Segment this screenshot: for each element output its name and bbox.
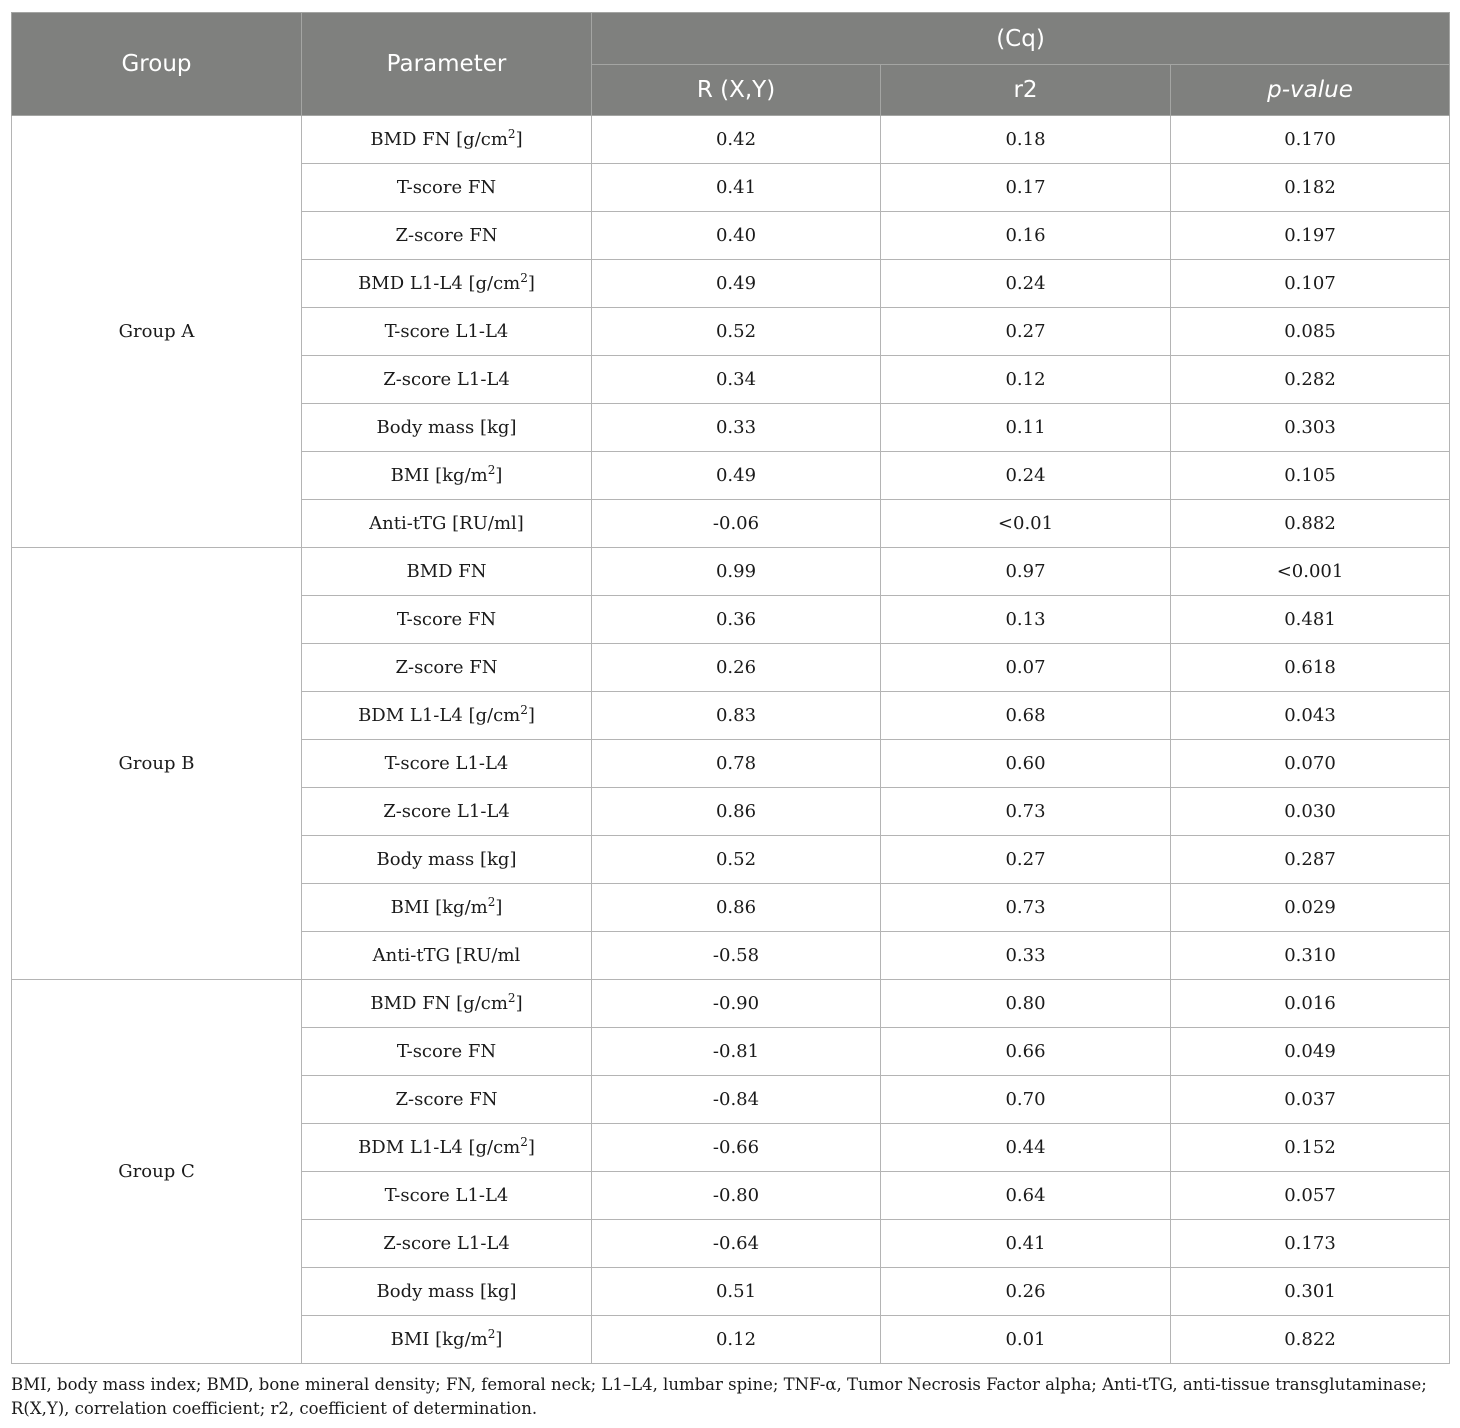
r-value-cell: 0.51 xyxy=(592,1268,881,1316)
r2-value-cell: 0.44 xyxy=(881,1124,1171,1172)
parameter-suffix: ] xyxy=(515,993,523,1014)
r2-value-cell: 0.27 xyxy=(881,308,1171,356)
p-value-cell: 0.085 xyxy=(1171,308,1450,356)
p-value-cell: 0.310 xyxy=(1171,932,1450,980)
parameter-label: BMD FN xyxy=(406,561,487,582)
p-value-cell: 0.173 xyxy=(1171,1220,1450,1268)
parameter-cell xyxy=(302,1316,592,1364)
parameter-cell xyxy=(302,1028,592,1076)
r-value-cell: 0.49 xyxy=(592,452,881,500)
p-value-cell: 0.105 xyxy=(1171,452,1450,500)
parameter-superscript: 2 xyxy=(520,271,528,285)
header-cq: (Cq) xyxy=(592,13,1450,65)
parameter-label: BMD FN [g/cm xyxy=(370,993,508,1014)
r2-value-cell: 0.80 xyxy=(881,980,1171,1028)
parameter-cell xyxy=(302,788,592,836)
parameter-cell xyxy=(302,260,592,308)
parameter-label: BMI [kg/m xyxy=(390,1329,488,1350)
r-value-cell: 0.83 xyxy=(592,692,881,740)
parameter-cell xyxy=(302,404,592,452)
p-value-cell: 0.107 xyxy=(1171,260,1450,308)
p-value-cell: 0.197 xyxy=(1171,212,1450,260)
r-value-cell: -0.80 xyxy=(592,1172,881,1220)
group-label: Group A xyxy=(12,116,302,548)
r2-value-cell: 0.12 xyxy=(881,356,1171,404)
parameter-cell xyxy=(302,1076,592,1124)
r-value-cell: 0.99 xyxy=(592,548,881,596)
r2-value-cell: 0.01 xyxy=(881,1316,1171,1364)
parameter-suffix: ] xyxy=(495,465,503,486)
r2-value-cell: 0.68 xyxy=(881,692,1171,740)
table-row xyxy=(12,548,1450,596)
r2-value-cell: 0.41 xyxy=(881,1220,1171,1268)
table-row xyxy=(12,116,1450,164)
parameter-label: BMI [kg/m xyxy=(390,465,488,486)
r-value-cell: 0.86 xyxy=(592,884,881,932)
parameter-suffix: ] xyxy=(527,705,535,726)
group-label: Group B xyxy=(12,548,302,980)
parameter-label: Z-score FN xyxy=(395,225,498,246)
parameter-label: Z-score FN xyxy=(395,657,498,678)
parameter-label: BDM L1-L4 [g/cm xyxy=(358,705,521,726)
parameter-cell xyxy=(302,980,592,1028)
parameter-label: Body mass [kg] xyxy=(376,1281,517,1302)
parameter-cell xyxy=(302,116,592,164)
r2-value-cell: 0.26 xyxy=(881,1268,1171,1316)
parameter-cell xyxy=(302,452,592,500)
parameter-label: BDM L1-L4 [g/cm xyxy=(358,1137,521,1158)
parameter-label: BMI [kg/m xyxy=(390,897,488,918)
r-value-cell: 0.33 xyxy=(592,404,881,452)
r2-value-cell: 0.64 xyxy=(881,1172,1171,1220)
header-group: Group xyxy=(12,13,302,116)
parameter-cell xyxy=(302,308,592,356)
parameter-label: T-score FN xyxy=(396,1041,497,1062)
parameter-superscript: 2 xyxy=(487,895,496,909)
r2-value-cell: 0.73 xyxy=(881,884,1171,932)
parameter-cell xyxy=(302,548,592,596)
parameter-cell xyxy=(302,500,592,548)
p-value-cell: 0.170 xyxy=(1171,116,1450,164)
r2-value-cell: 0.17 xyxy=(881,164,1171,212)
parameter-superscript: 2 xyxy=(507,127,516,141)
parameter-label: Anti-tTG [RU/ml xyxy=(372,945,521,966)
header-r2: r2 xyxy=(881,65,1171,116)
parameter-cell xyxy=(302,884,592,932)
header-p-value: p-value xyxy=(1171,65,1450,116)
parameter-label: Z-score L1-L4 xyxy=(383,801,510,822)
parameter-label: BMD FN [g/cm xyxy=(370,129,508,150)
p-value-cell: 0.057 xyxy=(1171,1172,1450,1220)
r-value-cell: -0.84 xyxy=(592,1076,881,1124)
parameter-superscript: 2 xyxy=(520,1135,528,1149)
p-value-cell: 0.182 xyxy=(1171,164,1450,212)
p-value-cell: 0.037 xyxy=(1171,1076,1450,1124)
parameter-label: T-score FN xyxy=(396,609,497,630)
r2-value-cell: 0.11 xyxy=(881,404,1171,452)
r2-value-cell: 0.60 xyxy=(881,740,1171,788)
parameter-suffix: ] xyxy=(527,1137,535,1158)
r2-value-cell: <0.01 xyxy=(881,500,1171,548)
parameter-label: T-score L1-L4 xyxy=(384,753,509,774)
r-value-cell: -0.81 xyxy=(592,1028,881,1076)
r-value-cell: -0.06 xyxy=(592,500,881,548)
p-value-cell: 0.043 xyxy=(1171,692,1450,740)
r-value-cell: 0.40 xyxy=(592,212,881,260)
header-r: R (X,Y) xyxy=(592,65,881,116)
table-footnote: BMI, body mass index; BMD, bone mineral density; FN, femoral neck; L1–L4, lumbar spine; TNF-α, Tumor Necrosis Factor alpha; Anti-tTG, anti-tissue transglutaminase; R(X,Y), correlation coefficient; r2, coefficient of determination. xyxy=(11,1375,1427,1418)
r-value-cell: 0.26 xyxy=(592,644,881,692)
parameter-suffix: ] xyxy=(495,897,503,918)
parameter-cell xyxy=(302,740,592,788)
p-value-cell: 0.049 xyxy=(1171,1028,1450,1076)
parameter-cell xyxy=(302,692,592,740)
parameter-cell xyxy=(302,932,592,980)
r2-value-cell: 0.18 xyxy=(881,116,1171,164)
parameter-label: Z-score L1-L4 xyxy=(383,369,510,390)
r-value-cell: 0.78 xyxy=(592,740,881,788)
r2-value-cell: 0.24 xyxy=(881,452,1171,500)
header-parameter: Parameter xyxy=(302,13,592,116)
correlation-table xyxy=(11,12,1450,1364)
table-header xyxy=(12,13,1450,116)
r-value-cell: 0.12 xyxy=(592,1316,881,1364)
parameter-cell xyxy=(302,836,592,884)
r-value-cell: 0.52 xyxy=(592,308,881,356)
parameter-label: Body mass [kg] xyxy=(376,849,517,870)
r-value-cell: 0.49 xyxy=(592,260,881,308)
group-label: Group C xyxy=(12,980,302,1364)
r-value-cell: -0.66 xyxy=(592,1124,881,1172)
parameter-cell xyxy=(302,1220,592,1268)
parameter-suffix: ] xyxy=(527,273,535,294)
p-value-cell: 0.070 xyxy=(1171,740,1450,788)
r2-value-cell: 0.73 xyxy=(881,788,1171,836)
p-value-cell: 0.016 xyxy=(1171,980,1450,1028)
p-value-cell: 0.303 xyxy=(1171,404,1450,452)
r-value-cell: 0.41 xyxy=(592,164,881,212)
parameter-superscript: 2 xyxy=(487,463,496,477)
p-value-cell: 0.152 xyxy=(1171,1124,1450,1172)
parameter-cell xyxy=(302,164,592,212)
p-value-cell: 0.882 xyxy=(1171,500,1450,548)
parameter-cell xyxy=(302,1124,592,1172)
r-value-cell: 0.36 xyxy=(592,596,881,644)
p-value-cell: 0.822 xyxy=(1171,1316,1450,1364)
parameter-label: Z-score FN xyxy=(395,1089,498,1110)
parameter-suffix: ] xyxy=(495,1329,503,1350)
p-value-cell: 0.301 xyxy=(1171,1268,1450,1316)
parameter-label: T-score FN xyxy=(396,177,497,198)
parameter-cell xyxy=(302,644,592,692)
r-value-cell: 0.86 xyxy=(592,788,881,836)
parameter-superscript: 2 xyxy=(520,703,528,717)
parameter-cell xyxy=(302,212,592,260)
parameter-superscript: 2 xyxy=(487,1327,496,1341)
r2-value-cell: 0.16 xyxy=(881,212,1171,260)
table-row xyxy=(12,980,1450,1028)
p-value-cell: 0.282 xyxy=(1171,356,1450,404)
p-value-cell: 0.030 xyxy=(1171,788,1450,836)
r2-value-cell: 0.97 xyxy=(881,548,1171,596)
r2-value-cell: 0.66 xyxy=(881,1028,1171,1076)
r2-value-cell: 0.70 xyxy=(881,1076,1171,1124)
parameter-label: T-score L1-L4 xyxy=(384,1185,509,1206)
r2-value-cell: 0.07 xyxy=(881,644,1171,692)
r-value-cell: -0.58 xyxy=(592,932,881,980)
p-value-cell: 0.029 xyxy=(1171,884,1450,932)
parameter-cell xyxy=(302,596,592,644)
table-body xyxy=(12,116,1450,1364)
p-value-cell: 0.287 xyxy=(1171,836,1450,884)
parameter-cell xyxy=(302,1172,592,1220)
r-value-cell: 0.42 xyxy=(592,116,881,164)
r-value-cell: 0.52 xyxy=(592,836,881,884)
parameter-cell xyxy=(302,1268,592,1316)
p-value-cell: 0.481 xyxy=(1171,596,1450,644)
parameter-label: Z-score L1-L4 xyxy=(383,1233,510,1254)
r-value-cell: -0.90 xyxy=(592,980,881,1028)
r2-value-cell: 0.33 xyxy=(881,932,1171,980)
r-value-cell: 0.34 xyxy=(592,356,881,404)
r2-value-cell: 0.27 xyxy=(881,836,1171,884)
parameter-suffix: ] xyxy=(515,129,523,150)
p-value-cell: 0.618 xyxy=(1171,644,1450,692)
r2-value-cell: 0.24 xyxy=(881,260,1171,308)
r-value-cell: -0.64 xyxy=(592,1220,881,1268)
p-value-cell: <0.001 xyxy=(1171,548,1450,596)
parameter-label: Body mass [kg] xyxy=(376,417,517,438)
parameter-superscript: 2 xyxy=(507,991,516,1005)
parameter-cell xyxy=(302,356,592,404)
parameter-label: T-score L1-L4 xyxy=(384,321,509,342)
parameter-label: BMD L1-L4 [g/cm xyxy=(358,273,521,294)
parameter-label: Anti-tTG [RU/ml] xyxy=(369,513,524,534)
r2-value-cell: 0.13 xyxy=(881,596,1171,644)
